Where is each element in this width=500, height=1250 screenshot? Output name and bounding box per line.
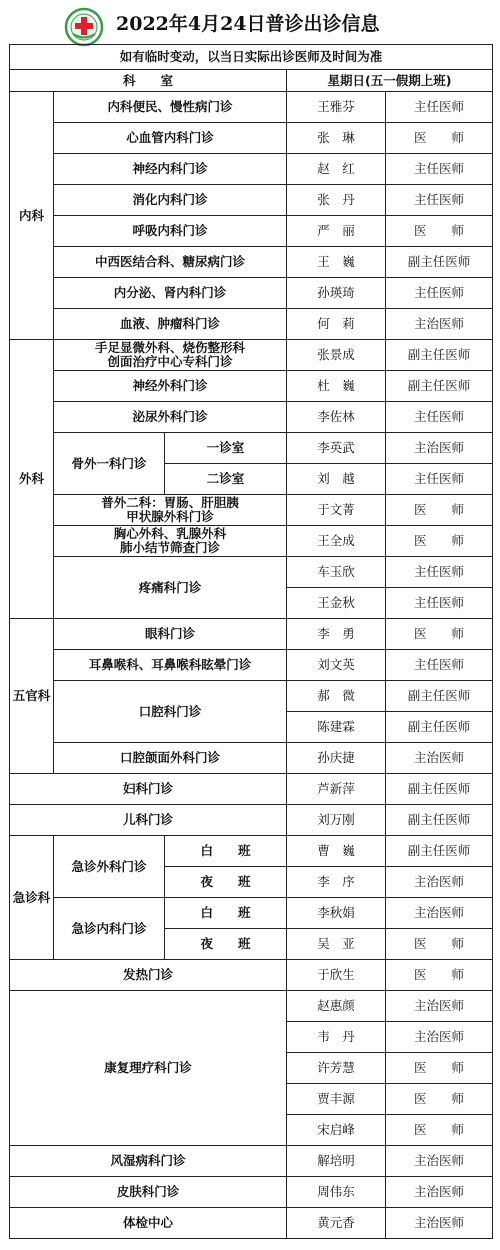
dept-cell: 儿科门诊 bbox=[10, 805, 287, 836]
table-row bbox=[10, 371, 493, 402]
table-row bbox=[10, 681, 493, 712]
dept-cell: 中西医结合科、糖尿病门诊 bbox=[54, 247, 287, 278]
title-cell: 医 师 bbox=[386, 1053, 493, 1084]
title-cell: 主任医师 bbox=[386, 650, 493, 681]
group-neike: 内科 bbox=[10, 92, 54, 340]
table-row bbox=[10, 836, 493, 867]
table-row bbox=[10, 92, 493, 123]
doctor-cell: 贾丰源 bbox=[287, 1084, 386, 1115]
title-cell: 主任医师 bbox=[386, 557, 493, 588]
title-cell: 主治医师 bbox=[386, 309, 493, 340]
doctor-cell: 许芳慧 bbox=[287, 1053, 386, 1084]
dept-cell: 发热门诊 bbox=[10, 960, 287, 991]
title-cell: 主治医师 bbox=[386, 991, 493, 1022]
header-row bbox=[10, 70, 493, 92]
doctor-cell: 王 巍 bbox=[287, 247, 386, 278]
doctor-cell: 郝 微 bbox=[287, 681, 386, 712]
dept-cell bbox=[54, 495, 287, 526]
title-cell: 主任医师 bbox=[386, 278, 493, 309]
doctor-cell: 黄元香 bbox=[287, 1208, 386, 1239]
dept-cell: 血液、肿瘤科门诊 bbox=[54, 309, 287, 340]
doctor-cell: 于欣生 bbox=[287, 960, 386, 991]
doctor-cell: 解培明 bbox=[287, 1146, 386, 1177]
title-cell: 主任医师 bbox=[386, 464, 493, 495]
table-row bbox=[10, 247, 493, 278]
title-cell: 副主任医师 bbox=[386, 371, 493, 402]
dept-cell: 口腔科门诊 bbox=[54, 681, 287, 743]
title-cell: 主任医师 bbox=[386, 402, 493, 433]
title-cell: 主任医师 bbox=[386, 588, 493, 619]
hospital-logo-icon bbox=[64, 7, 104, 47]
title-cell: 医 师 bbox=[386, 1084, 493, 1115]
table-row bbox=[10, 433, 493, 464]
title-cell: 主治医师 bbox=[386, 898, 493, 929]
subgroup-jznk: 急诊内科门诊 bbox=[54, 898, 165, 960]
title-cell: 主任医师 bbox=[386, 92, 493, 123]
dept-line: 普外二科：胃肠、肝胆胰 bbox=[101, 495, 239, 510]
table-row bbox=[10, 805, 493, 836]
dept-header: 科 室 bbox=[10, 70, 287, 92]
dept-cell: 体检中心 bbox=[10, 1208, 287, 1239]
title-cell: 主任医师 bbox=[386, 154, 493, 185]
table-row bbox=[10, 1177, 493, 1208]
doctor-cell: 宋启峰 bbox=[287, 1115, 386, 1146]
day-header: 星期日(五一假期上班) bbox=[287, 70, 493, 92]
title-cell: 副主任医师 bbox=[386, 681, 493, 712]
shift-cell: 白 班 bbox=[165, 898, 287, 929]
dept-cell: 口腔颌面外科门诊 bbox=[54, 743, 287, 774]
doctor-cell: 张 琳 bbox=[287, 123, 386, 154]
room-cell: 一诊室 bbox=[165, 433, 287, 464]
dept-cell: 妇科门诊 bbox=[10, 774, 287, 805]
dept-line: 胸心外科、乳腺外科 bbox=[113, 526, 227, 541]
doctor-cell: 于文菁 bbox=[287, 495, 386, 526]
doctor-cell: 赵 红 bbox=[287, 154, 386, 185]
dept-cell: 消化内科门诊 bbox=[54, 185, 287, 216]
title-cell: 副主任医师 bbox=[386, 340, 493, 371]
title-cell: 主治医师 bbox=[386, 1208, 493, 1239]
table-row bbox=[10, 774, 493, 805]
title-cell: 主治医师 bbox=[386, 1177, 493, 1208]
doctor-cell: 刘万刚 bbox=[287, 805, 386, 836]
title-cell: 医 师 bbox=[386, 1115, 493, 1146]
dept-cell: 内分泌、肾内科门诊 bbox=[54, 278, 287, 309]
dept-line: 创面治疗中心专科门诊 bbox=[107, 354, 233, 369]
table-row bbox=[10, 650, 493, 681]
room-cell: 二诊室 bbox=[165, 464, 287, 495]
doctor-cell: 曹 巍 bbox=[287, 836, 386, 867]
doctor-cell: 孙瑛琦 bbox=[287, 278, 386, 309]
title-cell: 医 师 bbox=[386, 526, 493, 557]
dept-cell: 风湿病科门诊 bbox=[10, 1146, 287, 1177]
title-cell: 医 师 bbox=[386, 619, 493, 650]
notice-row bbox=[10, 45, 493, 70]
table-row bbox=[10, 991, 493, 1022]
table-row bbox=[10, 340, 493, 371]
table-row bbox=[10, 402, 493, 433]
dept-cell: 康复理疗科门诊 bbox=[10, 991, 287, 1146]
doctor-cell: 李秋娟 bbox=[287, 898, 386, 929]
doctor-cell: 王雅芬 bbox=[287, 92, 386, 123]
dept-cell: 神经外科门诊 bbox=[54, 371, 287, 402]
shift-cell: 夜 班 bbox=[165, 929, 287, 960]
doctor-cell: 周伟东 bbox=[287, 1177, 386, 1208]
doctor-cell: 李 序 bbox=[287, 867, 386, 898]
table-row bbox=[10, 526, 493, 557]
table-row bbox=[10, 495, 493, 526]
dept-cell: 神经内科门诊 bbox=[54, 154, 287, 185]
doctor-cell: 车玉欣 bbox=[287, 557, 386, 588]
doctor-cell: 赵惠颜 bbox=[287, 991, 386, 1022]
doctor-cell: 李 勇 bbox=[287, 619, 386, 650]
doctor-cell: 张 丹 bbox=[287, 185, 386, 216]
schedule-table bbox=[9, 44, 493, 1239]
doctor-cell: 刘 越 bbox=[287, 464, 386, 495]
title-cell: 医 师 bbox=[386, 123, 493, 154]
doctor-cell: 何 莉 bbox=[287, 309, 386, 340]
dept-cell: 内科便民、慢性病门诊 bbox=[54, 92, 287, 123]
table-row bbox=[10, 278, 493, 309]
table-row bbox=[10, 1146, 493, 1177]
title-cell: 副主任医师 bbox=[386, 774, 493, 805]
doctor-cell: 吴 亚 bbox=[287, 929, 386, 960]
dept-line: 肺小结节筛查门诊 bbox=[119, 540, 220, 555]
doctor-cell: 韦 丹 bbox=[287, 1022, 386, 1053]
dept-line: 甲状腺外科门诊 bbox=[126, 509, 214, 524]
title-cell: 医 师 bbox=[386, 929, 493, 960]
title-cell: 医 师 bbox=[386, 960, 493, 991]
title-cell: 副主任医师 bbox=[386, 247, 493, 278]
title-cell: 副主任医师 bbox=[386, 712, 493, 743]
table-row bbox=[10, 309, 493, 340]
table-row bbox=[10, 185, 493, 216]
table-row bbox=[10, 743, 493, 774]
table-row bbox=[10, 898, 493, 929]
subgroup-jzwk: 急诊外科门诊 bbox=[54, 836, 165, 898]
title-cell: 副主任医师 bbox=[386, 836, 493, 867]
title-cell: 主治医师 bbox=[386, 1146, 493, 1177]
shift-cell: 夜 班 bbox=[165, 867, 287, 898]
dept-line: 手足显微外科、烧伤整形科 bbox=[94, 340, 245, 355]
page-header bbox=[0, 0, 500, 44]
dept-cell: 皮肤科门诊 bbox=[10, 1177, 287, 1208]
doctor-cell: 王金秋 bbox=[287, 588, 386, 619]
title-cell: 主任医师 bbox=[386, 185, 493, 216]
notice-text: 如有临时变动，以当日实际出诊医师及时间为准 bbox=[10, 45, 493, 70]
subgroup-guke1: 骨外一科门诊 bbox=[54, 433, 165, 495]
table-row bbox=[10, 216, 493, 247]
dept-cell bbox=[54, 340, 287, 371]
doctor-cell: 孙庆捷 bbox=[287, 743, 386, 774]
dept-cell: 泌尿外科门诊 bbox=[54, 402, 287, 433]
table-row bbox=[10, 154, 493, 185]
doctor-cell: 刘文英 bbox=[287, 650, 386, 681]
title-cell: 医 师 bbox=[386, 216, 493, 247]
title-cell: 主治医师 bbox=[386, 1022, 493, 1053]
title-cell: 主治医师 bbox=[386, 867, 493, 898]
doctor-cell: 李佐林 bbox=[287, 402, 386, 433]
table-row bbox=[10, 960, 493, 991]
table-row bbox=[10, 1208, 493, 1239]
doctor-cell: 杜 巍 bbox=[287, 371, 386, 402]
doctor-cell: 张景成 bbox=[287, 340, 386, 371]
table-row bbox=[10, 619, 493, 650]
group-waike: 外科 bbox=[10, 340, 54, 619]
doctor-cell: 严 丽 bbox=[287, 216, 386, 247]
title-cell: 副主任医师 bbox=[386, 805, 493, 836]
title-cell: 主治医师 bbox=[386, 743, 493, 774]
dept-cell: 心血管内科门诊 bbox=[54, 123, 287, 154]
dept-cell: 耳鼻喉科、耳鼻喉科眩晕门诊 bbox=[54, 650, 287, 681]
group-wuguan: 五官科 bbox=[10, 619, 54, 774]
title-cell: 主治医师 bbox=[386, 433, 493, 464]
doctor-cell: 陈建霖 bbox=[287, 712, 386, 743]
dept-cell: 眼科门诊 bbox=[54, 619, 287, 650]
doctor-cell: 芦新萍 bbox=[287, 774, 386, 805]
table-row bbox=[10, 557, 493, 588]
dept-cell bbox=[54, 526, 287, 557]
page-title: 2022年4月24日普诊出诊信息 bbox=[116, 13, 380, 35]
group-jizhen: 急诊科 bbox=[10, 836, 54, 960]
doctor-cell: 李英武 bbox=[287, 433, 386, 464]
shift-cell: 白 班 bbox=[165, 836, 287, 867]
table-row bbox=[10, 123, 493, 154]
dept-cell: 呼吸内科门诊 bbox=[54, 216, 287, 247]
title-cell: 医 师 bbox=[386, 495, 493, 526]
doctor-cell: 王全成 bbox=[287, 526, 386, 557]
dept-cell: 疼痛科门诊 bbox=[54, 557, 287, 619]
